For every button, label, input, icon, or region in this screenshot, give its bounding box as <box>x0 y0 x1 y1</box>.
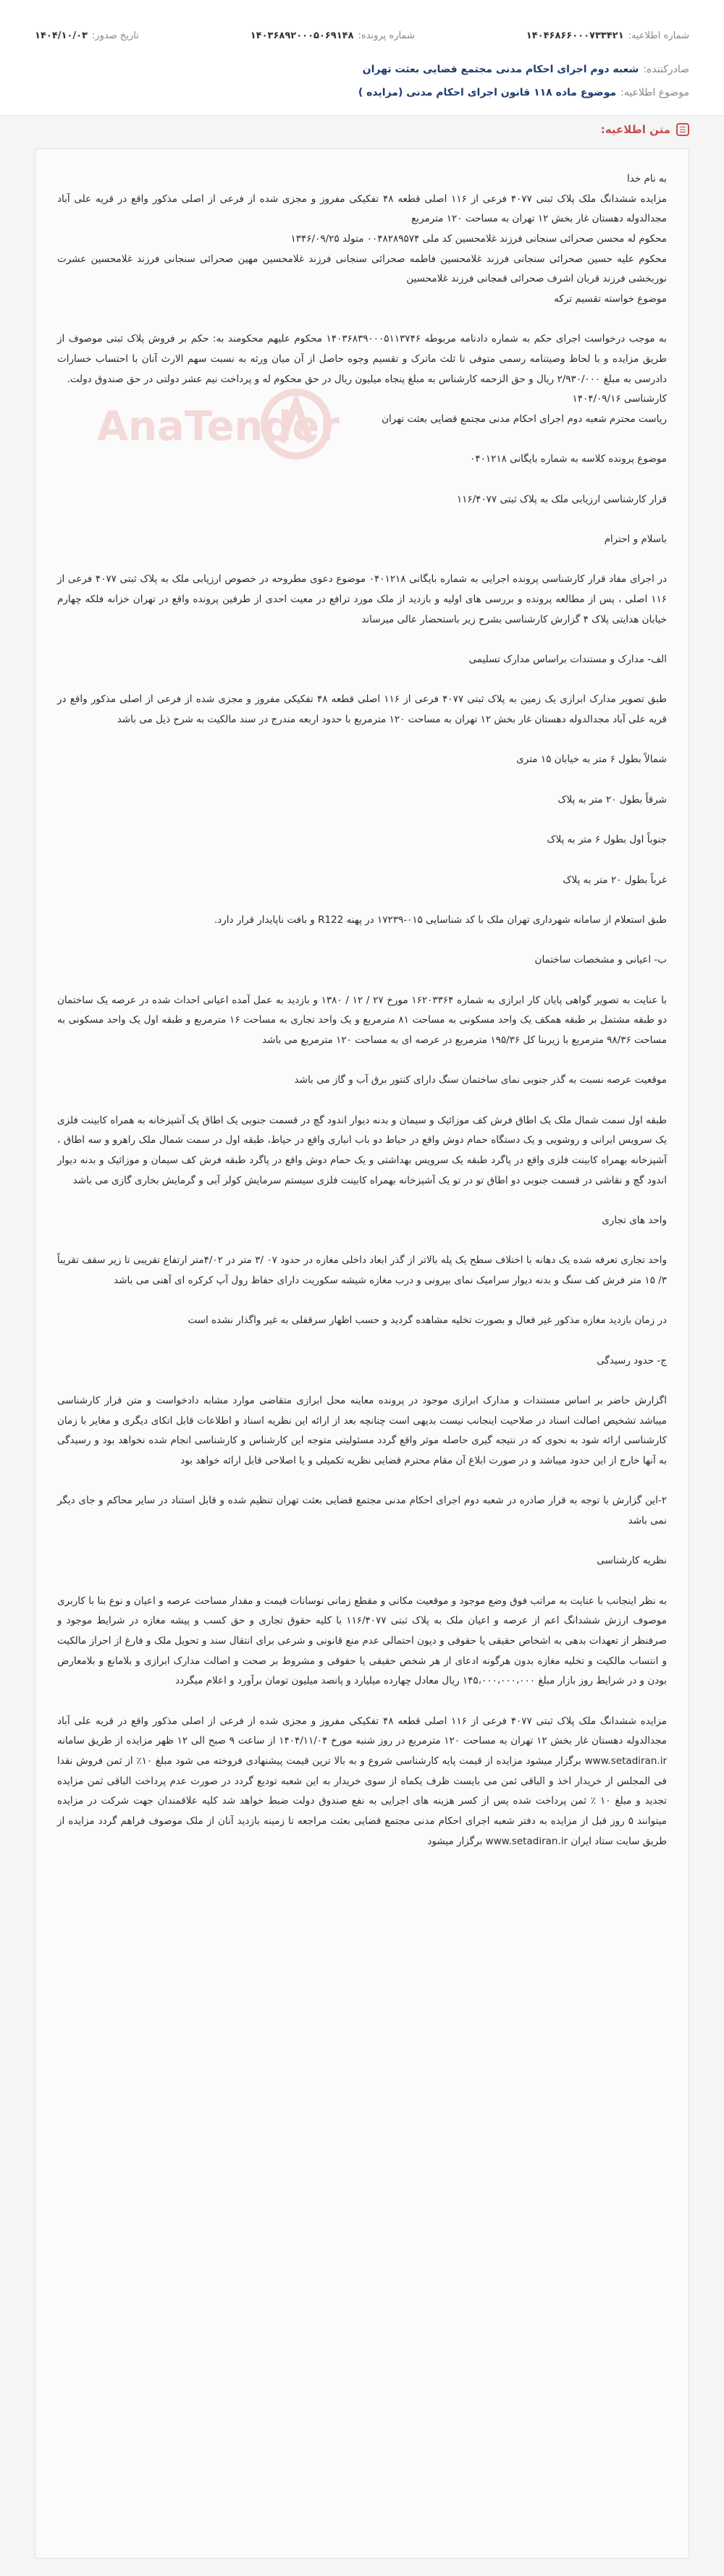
notice-paragraph: در اجرای مفاد قرار کارشناسی پرونده اجرایی به شماره بایگانی ۰۴۰۱۲۱۸ موضوع دعوی مطروحه در خصوص ارزیابی ملک به پلاک ثبتی ۴۰۷۷ فرعی از ۱۱۶ اصلی ، پس از مطالعه پرونده و بررسی های اولیه و بازدید از ملک مورد ترافع در معیت احدی از طرفین پرونده واقع در تهران خزانه فلکه چهارم خیابان هدایتی پلاک ۴ گزارش کارشناسی بشرح زیر باستحضار عالی میرساند <box>57 573 668 625</box>
notice-paragraph: ۲-این گزارش با توجه به قرار صادره در شعبه دوم اجرای احکام مدنی مجتمع قضایی بعثت تهران تنظیم شده و قابل استناد در سایر محاکم و جای دیگر نمی باشد <box>57 1495 667 1527</box>
notice-paragraph <box>57 770 667 790</box>
notice-paragraph <box>57 1331 667 1351</box>
issue-date: ۱۴۰۴/۱۰/۰۳ <box>35 30 88 41</box>
notice-paragraph: طبق استعلام از سامانه شهرداری تهران ملک با کد شناسایی ۰۱۵-۱۷۲۳۹ در پهنه R122 و بافت ناپایدار قرار دارد. <box>214 913 667 926</box>
notice-paragraph: واحد های تجاری <box>602 1214 667 1226</box>
issuer-label: صادرکننده: <box>643 64 689 75</box>
notice-paragraph: ریاست محترم شعبه دوم اجرای احکام مدنی مجتمع قضایی بعثت تهران <box>382 413 667 426</box>
notice-paragraph <box>57 1291 667 1312</box>
notice-paragraph: غرباً بطول ۲۰ متر به پلاک <box>563 874 667 886</box>
notice-paragraph <box>57 1532 667 1552</box>
document-text-icon: ☰ <box>676 123 689 136</box>
notice-paragraph <box>57 550 667 570</box>
notice-paragraph: واحد تجاری تعرفه شده یک دهانه با اختلاف سطح یک پله بالاتر از گذر ابعاد داخلی مغازه در حدود ۰۷ /۳ متر در ۴/۰۲متر ارتفاع تقریبی تا زیر سقف تقریباً ۳/ ۱۵ متر فرش کف سنگ و بدنه دیوار سرامیک نمای بیرونی و درب مغازه شیشه سکوریت دارای حفاظ رول آپ کرکره ای آهنی می باشد <box>57 1254 668 1286</box>
notice-paragraph: نظریه کارشناسی <box>597 1555 667 1567</box>
notice-paragraph: ج- حدود رسیدگی <box>597 1354 667 1367</box>
notice-paragraph <box>57 310 667 330</box>
notice-paragraph <box>57 1471 667 1492</box>
notice-paragraph <box>57 1231 667 1251</box>
notice-paragraph: به نام خدا <box>627 173 667 185</box>
notice-number-group <box>526 30 689 41</box>
notice-paragraph: کارشناسی ۱۴۰۴/۰۹/۱۶ <box>572 393 667 405</box>
notice-paragraph <box>57 1091 667 1111</box>
notice-paragraph <box>57 1191 667 1211</box>
notice-paragraph: طبقه اول سمت شمال ملک یک اطاق فرش کف موزائیک و سیمان و بدنه دیوار اندود گچ در قسمت جنوبی یک اطاق یک آشپزخانه به همراه کابینت فلزی یک سرویس ایرانی و روشویی و یک دستگاه حمام دوش واقع در حیاط دو باب انباری واقع در حیاط، طبقه اول در سمت شمال ملک راهرو و سه اطاق ، آشپزخانه بهمراه کابینت فلزی واقع در پاگرد طبقه یک سرویس بهداشتی و یک حمام دوش واقع در پاگرد طبقه فرش کف سیمان و موزائیک و بدنه دیوار اندود گچ و نقاشی در قسمت جنوبی دو اطاق تو در تو یک آشپزخانه بهمراه کابینت فلزی سیستم سرمایش کولر آبی و گرمایش بخاری گازی می باشد <box>57 1114 667 1186</box>
issue-date-group <box>35 30 139 41</box>
subject-label: موضوع اطلاعیه: <box>620 87 689 98</box>
notice-paragraph: جنوباً اول بطول ۶ متر به پلاک <box>547 834 667 846</box>
notice-paragraph: محکوم علیه حسین صحرائی سنجانی فرزند غلامحسین فاطمه صحرائی سنجانی فرزند غلامحسین مهین صحرائی سنجانی فرزند غلامحسین عشرت نوربخشی فرزند قربان اشرف صحرائی قمجانی فرزند غلامحسین <box>57 253 667 285</box>
subject-text: موضوع ماده ۱۱۸ قانون اجرای احکام مدنی (مزایده ) <box>358 87 617 98</box>
notice-paragraph <box>57 931 667 951</box>
file-number-group <box>251 30 415 41</box>
notice-paragraph <box>57 1051 667 1071</box>
notice-paragraph: موضوع خواسته تقسیم ترکه <box>554 293 667 305</box>
notice-paragraph <box>57 971 667 991</box>
notice-text-title: متن اطلاعیه: <box>600 123 670 136</box>
notice-paragraph <box>57 1371 667 1391</box>
notice-paragraph: با عنایت به تصویر گواهی پایان کار ابرازی به شماره ۱۶۲۰۳۳۶۴ مورخ ۲۷ / ۱۲ / ۱۳۸۰ و بازدید به عمل آمده اعیانی احداث شده در عرصه یک ساختمان دو طبقه مشتمل بر طبقه همکف یک واحد مسکونی به مساحت ۸۱ مترمربع و یک واحد تجاری به مساحت ۱۶ مترمربع و طبقه اول یک واحد مسکونی به مساحت ۹۸/۳۶ مترمربع با زیربنا کل ۱۹۵/۳۶ مترمربع در عرصه ای به مساحت ۱۲۰ مترمربع می باشد <box>57 994 667 1046</box>
notice-paragraph <box>57 510 667 530</box>
notice-paragraph: مزایده ششدانگ ملک پلاک ثبتی ۴۰۷۷ فرعی از ۱۱۶ اصلی قطعه ۴۸ تفکیکی مفروز و مجزی شده از فرعی از اصلی مذکور واقع در قریه علی آباد مجدالدوله دهستان غار بخش ۱۲ تهران به مساحت ۱۲۰ مترمربع <box>57 193 668 225</box>
issuer-row <box>363 64 689 75</box>
notice-paragraph <box>57 630 667 650</box>
issue-date-label: تاریخ صدور: <box>92 30 139 41</box>
notice-paragraph <box>57 1571 667 1592</box>
notice-paragraph <box>57 730 667 751</box>
notice-paragraph: الف- مدارک و مستندات براساس مدارک تسلیمی <box>468 654 667 666</box>
notice-body <box>35 148 689 2559</box>
file-number-label: شماره پرونده: <box>358 30 415 41</box>
notice-paragraph <box>57 670 667 691</box>
notice-paragraph: ب- اعیانی و مشخصات ساختمان <box>534 954 667 966</box>
notice-paragraph <box>57 850 667 871</box>
svg-text:AnaTender: AnaTender <box>96 403 340 450</box>
notice-paragraph: اگزارش حاضر بر اساس مستندات و مدارک ابرازی موجود در پرونده معاینه محل ابرازی متقاضی موارد مشابه دادخواست و متن قرار کارشناسی میباشد تشخیص اصالت اسناد در صلاحیت اینجانب نیست بدیهی است چنانچه بعد از ارائه این نظریه اسناد و اطلاعات قابل اتکای دیگری و مغایر با زمان کارشناسی ارائه شود به نحوی که در نتیجه گیری حاصله موثر واقع گردد مسئولیتی متوجه این کارشناس و کارشناسی انجام شده نخواهد بود و رسیدگی به آنها خارج از این حدود میباشد و در صورت ابلاغ آن مقام محترم قضایی نظریه تکمیلی و یا اصلاحی قابل ارائه خواهد بود <box>57 1394 667 1466</box>
notice-paragraph <box>57 890 667 911</box>
notice-paragraphs <box>57 169 667 1851</box>
notice-paragraph: محکوم له محسن صحرائی سنجانی فرزند غلامحسین کد ملی ۰۰۴۸۲۸۹۵۷۴ متولد ۱۳۴۶/۰۹/۲۵ <box>290 233 667 245</box>
notice-paragraph: شرقاً بطول ۲۰ متر به پلاک <box>557 793 667 806</box>
notice-paragraph: موضوع پرونده کلاسه به شماره بایگانی ۰۴۰۱۲۱۸ <box>470 453 667 465</box>
notice-paragraph: قرار کارشناسی ارزیابی ملک به پلاک ثبتی ۱۱۶/۴۰۷۷ <box>456 493 667 505</box>
notice-paragraph <box>57 430 667 450</box>
notice-header <box>0 0 724 116</box>
notice-paragraph: به موجب درخواست اجرای حکم به شماره دادنامه مربوطه ۱۴۰۳۶۸۳۹۰۰۰۵۱۱۳۷۴۶ محکوم علیهم محکومند به: حکم بر فروش پلاک ثبتی موصوف از طریق مزایده و با لحاظ وصیتنامه رسمی متوفی تا ثلث ماترک و تقسیم وجوه حاصل از آن میان ورثه به نسبت سهم الارث آنان با احتساب خسارات دادرسی به مبلغ ۲/۹۳۰/۰۰۰ ریال و حق الزحمه کارشناس به مبلغ پنجاه میلیون ریال در حق محکوم له و پرداخت نیم عشر دولتی در حق صندوق دولت. <box>57 333 667 385</box>
notice-paragraph <box>57 1692 667 1712</box>
subject-row <box>358 87 689 98</box>
issuer-name: شعبه دوم اجرای احکام مدنی مجتمع قضایی بعثت تهران <box>362 64 639 75</box>
notice-paragraph: باسلام و احترام <box>604 533 667 546</box>
notice-paragraph <box>57 470 667 490</box>
notice-paragraph: در زمان بازدید مغازه مذکور غیر فعال و بصورت تخلیه مشاهده گردید و حسب اظهار سرقفلی به غیر واگذار نشده است <box>188 1314 667 1327</box>
notice-paragraph: به نظر اینجانب با عنایت به مراتب فوق وضع موجود و موقعیت مکانی و مقطع زمانی نوسانات قیمت و مقدار مساحت عرصه و اعیان و نوع بنا با کاربری موصوف ارزش ششدانگ اعم از عرصه و اعیان ملک به پلاک ثبتی ۱۱۶/۴۰۷۷ با کلیه حقوق تجاری و حق کسب و پیشه مغازه در شرایط موجود و صرفنظر از تعهدات بدهی به اشخاص حقیقی یا حقوقی و دیون احتمالی عدم منع قانونی و شرعی برای انتقال سند و تحویل ملک و فارغ از احراز مالکیت و انتساب مالکیت و تخلیه مغازه بدون هرگونه ادعای از هر شخص حقیقی یا حقوقی و مشروط بر صحت و اصالت مدارک ابرازی و بلامانع و بلامعارض بودن و در شرایط روز بازار مبلغ ۱۴۵،۰۰۰،۰۰۰،۰۰۰ ریال معادل چهارده میلیارد و پانصد میلیون تومان برآورد و اعلام میگردد <box>57 1595 667 1687</box>
notice-paragraph <box>57 811 667 831</box>
notice-paragraph: موقعیت عرصه نسبت به گذر جنوبی نمای ساختمان سنگ دارای کنتور برق آب و گاز می باشد <box>294 1074 667 1086</box>
notice-paragraph: مزایده ششدانگ ملک پلاک ثبتی ۴۰۷۷ فرعی از ۱۱۶ اصلی قطعه ۴۸ تفکیکی مفروز و مجزی شده از فرعی از اصلی مذکور واقع در قریه علی آباد مجدالدوله دهستان غار بخش ۱۲ تهران به مساحت ۱۲۰ مترمربع در روز شنبه مورخ ۱۴۰۴/۱۱/۰۴ از ساعت ۹ صبح الی ۱۲ ظهر مزایده از طریق سامانه www.setadiran.ir برگزار میشود مزایده از قیمت پایه کارشناسی شروع و به بالا ترین قیمت پیشنهادی فروخته می شود مبلغ ۱۰٪ از ثمن فروش نقدا فی المجلس از خریدار اخذ و الباقی ثمن می بایست ظرف یکماه از سوی خریدار به این شعبه تودیع گردد در صورت عدم پرداخت الباقی ثمن مزایده تجدید و مبلغ ۱۰ ٪ ثمن پرداخت شده پس از کسر هزینه های اجرایی به نفع صندوق دولت ضبط خواهد شد کلیه علاقمندان جهت شرکت در مزایده میتوانند ۵ روز قبل از مزایده به دفتر شعبه اجرای احکام مدنی مجتمع قضایی بعثت مراجعه تا زمینه بازدید آنان از ملک موصوف فراهم گردد مزایده از طریق سایت ستاد ایران www.setadiran.ir برگزار میشود <box>57 1715 668 1847</box>
notice-text-section-header <box>601 123 689 136</box>
notice-meta-row <box>35 30 689 41</box>
notice-number: ۱۴۰۴۶۸۶۶۰۰۰۷۳۳۴۲۱ <box>526 30 624 41</box>
file-number: ۱۴۰۳۶۸۹۲۰۰۰۵۰۶۹۱۴۸ <box>250 30 354 41</box>
notice-paragraph: شمالاً بطول ۶ متر به خیابان ۱۵ متری <box>516 753 667 766</box>
notice-number-label: شماره اطلاعیه: <box>628 30 689 41</box>
notice-paragraph: طبق تصویر مدارک ابرازی یک زمین به پلاک ثبتی ۴۰۷۷ فرعی از ۱۱۶ اصلی قطعه ۴۸ تفکیکی مفروز و مجزی شده از فرعی از اصلی مذکور واقع در قریه علی آباد مجدالدوله دهستان غار بخش ۱۲ تهران به مساحت ۱۲۰ مترمربع با حدود اربعه مندرج در سند مالکیت به شرح ذیل می باشد <box>57 693 668 726</box>
